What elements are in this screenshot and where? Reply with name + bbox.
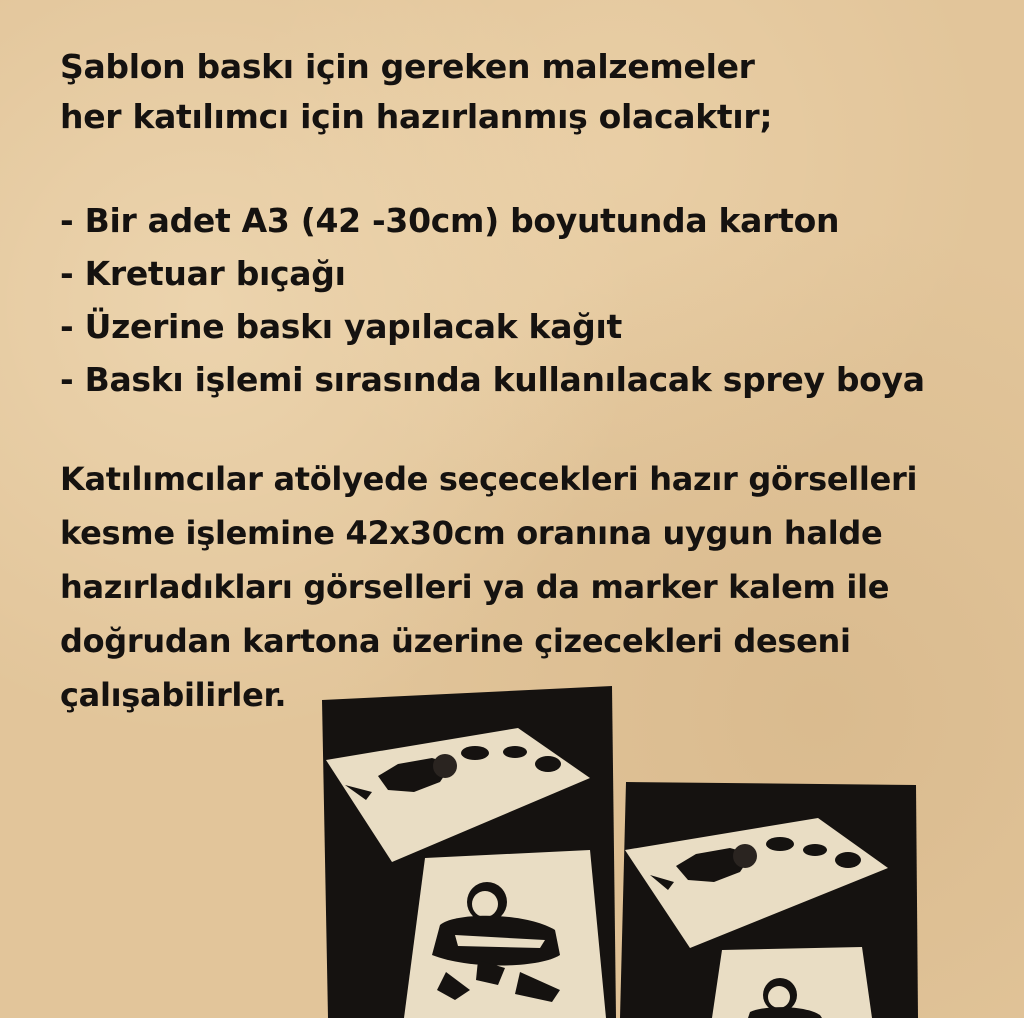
- stencil-print-right: [620, 782, 918, 1018]
- paragraph-line: Katılımcılar atölyede seçecekleri hazır görselleri: [60, 460, 918, 498]
- list-item: - Baskı işlemi sırasında kullanılacak sprey boya: [60, 360, 925, 399]
- paragraph-line: doğrudan kartona üzerine çizecekleri deseni: [60, 622, 851, 660]
- list-item: - Bir adet A3 (42 -30cm) boyutunda karton: [60, 201, 840, 240]
- list-item: - Üzerine baskı yapılacak kağıt: [60, 307, 622, 346]
- intro-line: Şablon baskı için gereken malzemeler: [60, 47, 755, 86]
- paragraph-line: çalışabilirler.: [60, 676, 287, 714]
- intro-line: her katılımcı için hazırlanmış olacaktır;: [60, 97, 773, 136]
- paragraph-line: kesme işlemine 42x30cm oranına uygun halde: [60, 514, 883, 552]
- paragraph-line: hazırladıkları görselleri ya da marker kalem ile: [60, 568, 890, 606]
- stencil-print-left: [322, 686, 616, 1018]
- list-item: - Kretuar bıçağı: [60, 254, 346, 293]
